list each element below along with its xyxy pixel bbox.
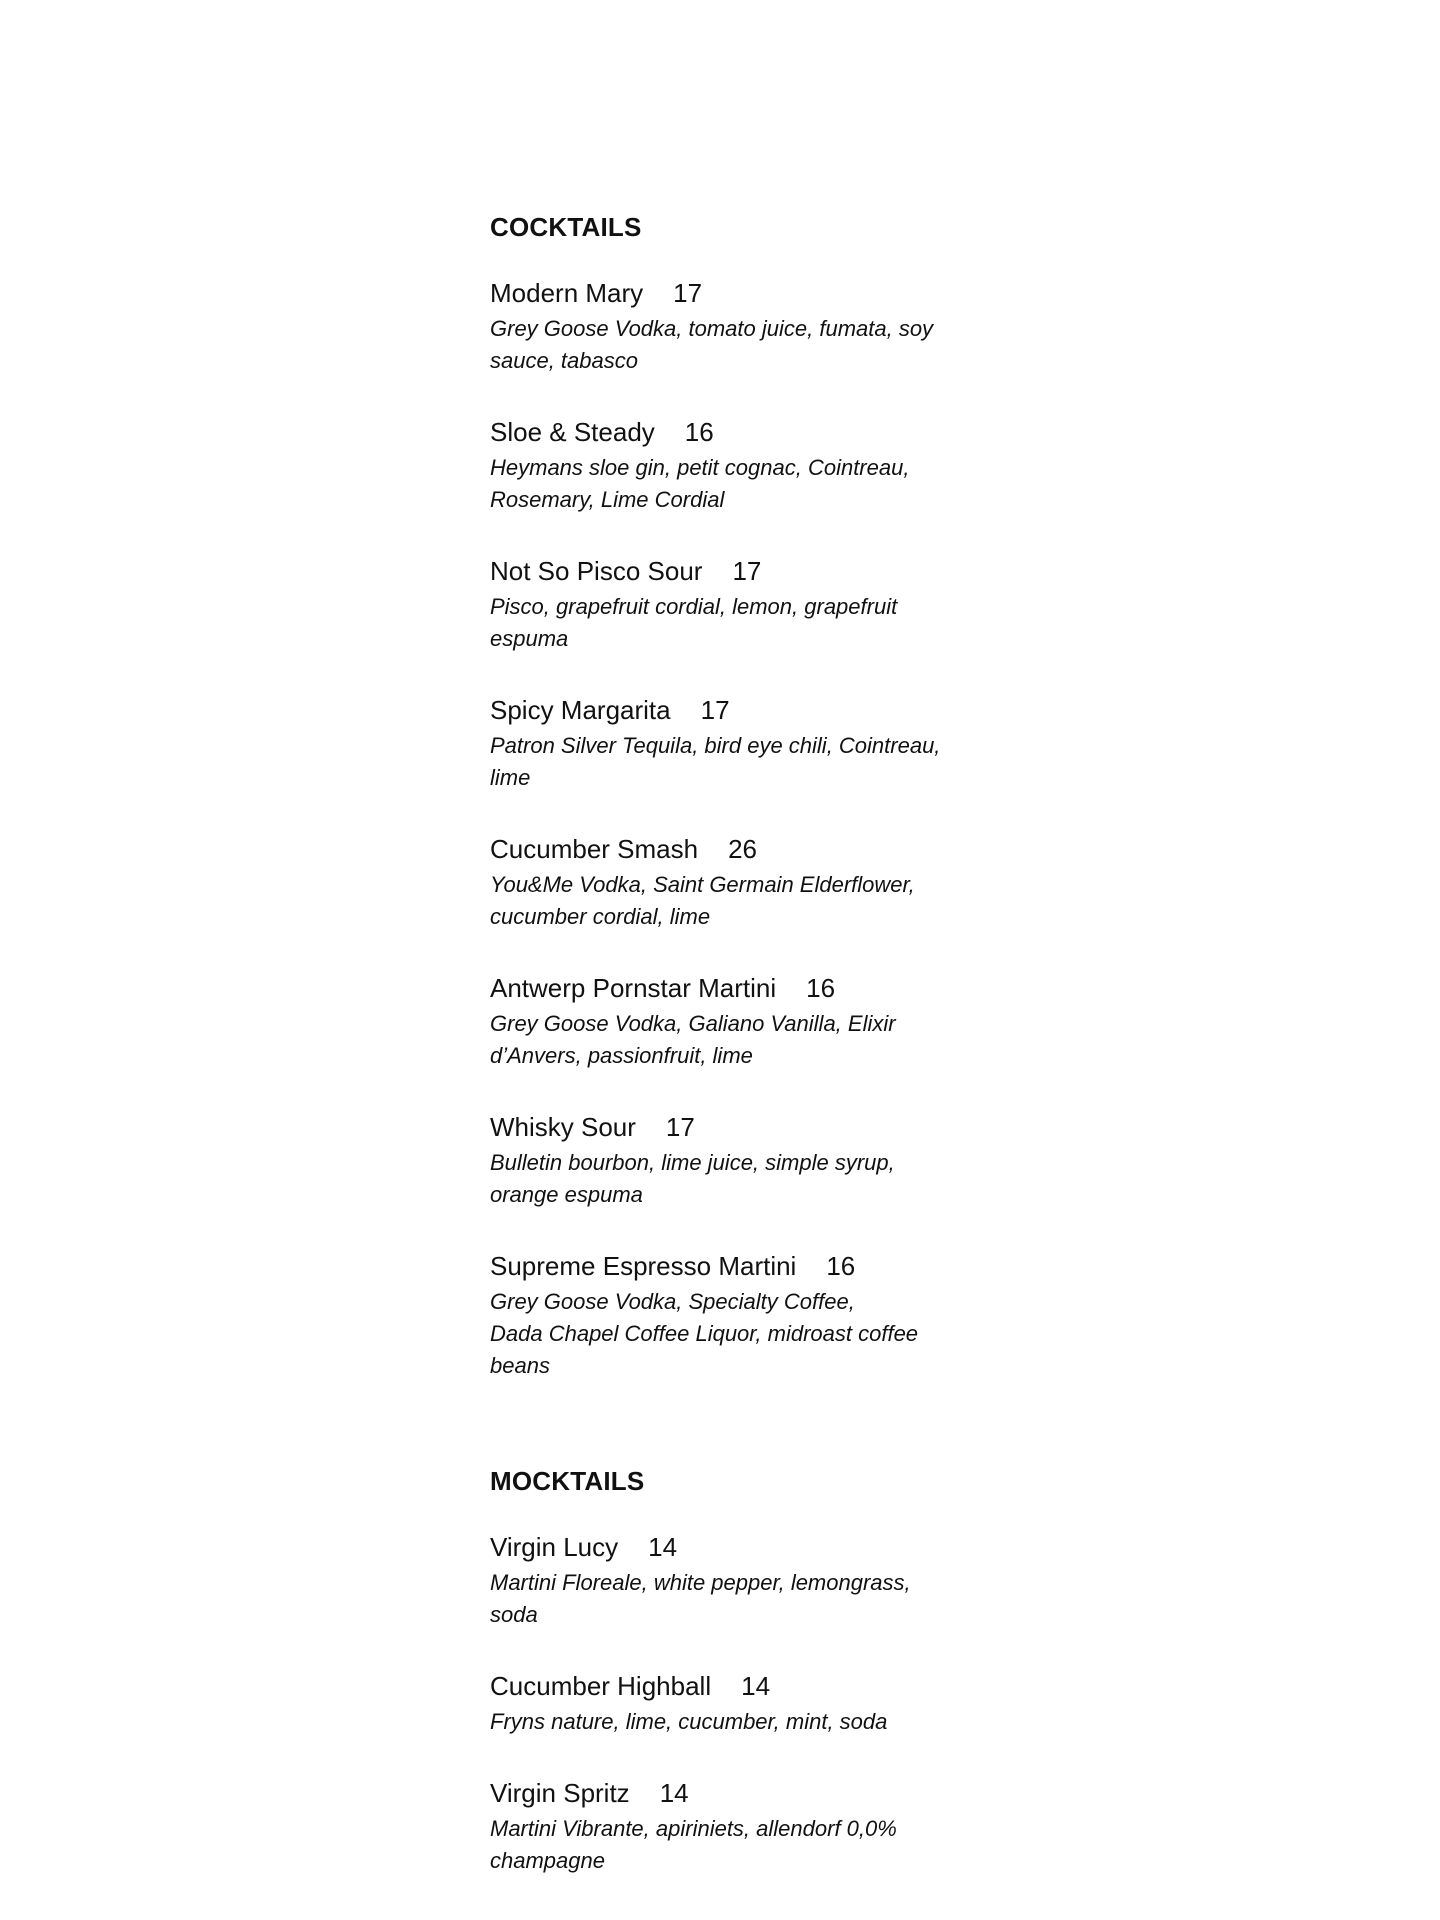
menu-item [490, 830, 1010, 933]
menu-item [490, 969, 1010, 1072]
description-line: lime [490, 765, 531, 790]
menu-item-description [490, 1813, 970, 1877]
description-line: You&Me Vodka, Saint Germain Elderflower, [490, 872, 915, 897]
menu-item-price: 16 [826, 1251, 856, 1281]
menu-item-description [490, 869, 970, 933]
menu-item-price: 14 [659, 1778, 689, 1808]
menu-item-description [490, 1286, 970, 1382]
menu-item-price: 14 [648, 1532, 678, 1562]
description-line: Martini Floreale, white pepper, lemongrass, [490, 1570, 911, 1595]
menu-item-price: 26 [728, 834, 757, 864]
menu-item-name: Spicy Margarita [490, 695, 671, 725]
menu-item-header [490, 552, 1010, 590]
menu-item-header [490, 691, 1010, 729]
menu-item-header [490, 413, 1010, 451]
menu-item-price: 17 [673, 278, 703, 308]
menu-item [490, 1528, 1010, 1631]
description-line: Pisco, grapefruit cordial, lemon, grapefruit [490, 594, 898, 619]
section-title: MOCKTAILS [490, 1466, 645, 1496]
description-line: cucumber cordial, lime [490, 904, 711, 929]
menu-item-description [490, 591, 970, 655]
menu-item-description [490, 1008, 970, 1072]
menu-item-header [490, 1774, 1010, 1812]
menu-item [490, 1774, 1010, 1877]
description-line: Grey Goose Vodka, Specialty Coffee, [490, 1289, 855, 1314]
menu-item-description [490, 452, 970, 516]
menu-item-name: Sloe & Steady [490, 417, 655, 447]
cocktails-section [490, 208, 1010, 1382]
description-line: soda [490, 1602, 538, 1627]
menu-item-price: 16 [684, 417, 714, 447]
description-line: champagne [490, 1848, 605, 1873]
menu-item [490, 1108, 1010, 1211]
menu-item-price: 17 [732, 556, 762, 586]
menu-item [490, 552, 1010, 655]
description-line: Fryns nature, lime, cucumber, mint, soda [490, 1709, 888, 1734]
menu-item-header [490, 1528, 1010, 1566]
description-line: Grey Goose Vodka, Galiano Vanilla, Elixir [490, 1011, 896, 1036]
menu-item [490, 1667, 1010, 1738]
menu-item-header [490, 1667, 1010, 1705]
description-line: Rosemary, Lime Cordial [490, 487, 725, 512]
menu-item-description [490, 1147, 970, 1211]
description-line: orange espuma [490, 1182, 643, 1207]
menu-item-price: 17 [665, 1112, 695, 1142]
menu-item [490, 691, 1010, 794]
menu-item-name: Virgin Spritz [490, 1778, 630, 1808]
description-line: Grey Goose Vodka, tomato juice, fumata, soy [490, 316, 934, 341]
menu-item-price: 17 [700, 695, 730, 725]
menu-item-name: Supreme Espresso Martini [490, 1251, 797, 1281]
menu-item [490, 274, 1010, 377]
description-line: Martini Vibrante, apiriniets, allendorf 0,0% [490, 1816, 897, 1841]
description-line: d’Anvers, passionfruit, lime [490, 1043, 753, 1068]
menu-item-price: 16 [806, 973, 836, 1003]
menu-item-name: Modern Mary [490, 278, 644, 308]
drinks-menu [490, 208, 1010, 1913]
description-line: Dada Chapel Coffee Liquor, midroast coffee [490, 1321, 919, 1346]
description-line: Patron Silver Tequila, bird eye chili, Cointreau, [490, 733, 941, 758]
mocktails-section [490, 1462, 1010, 1877]
menu-item-name: Cucumber Smash [490, 834, 699, 864]
description-line: espuma [490, 626, 569, 651]
menu-item-description [490, 313, 970, 377]
menu-item-header [490, 1247, 1010, 1285]
menu-item-price: 14 [741, 1671, 771, 1701]
description-line: beans [490, 1353, 550, 1378]
menu-item-name: Not So Pisco Sour [490, 556, 703, 586]
menu-item-header [490, 969, 1010, 1007]
menu-item-description [490, 1706, 970, 1738]
menu-item-name: Antwerp Pornstar Martini [490, 973, 777, 1003]
menu-item-name: Whisky Sour [490, 1112, 636, 1142]
menu-item-description [490, 1567, 970, 1631]
menu-item-header [490, 274, 1010, 312]
description-line: Bulletin bourbon, lime juice, simple syrup, [490, 1150, 895, 1175]
description-line: sauce, tabasco [490, 348, 638, 373]
description-line: Heymans sloe gin, petit cognac, Cointreau, [490, 455, 910, 480]
section-title: COCKTAILS [490, 212, 642, 242]
menu-item-header [490, 1108, 1010, 1146]
menu-item-description [490, 730, 970, 794]
menu-item-name: Cucumber Highball [490, 1671, 712, 1701]
menu-item [490, 413, 1010, 516]
menu-item [490, 1247, 1010, 1382]
menu-item-name: Virgin Lucy [490, 1532, 619, 1562]
menu-item-header [490, 830, 1010, 868]
